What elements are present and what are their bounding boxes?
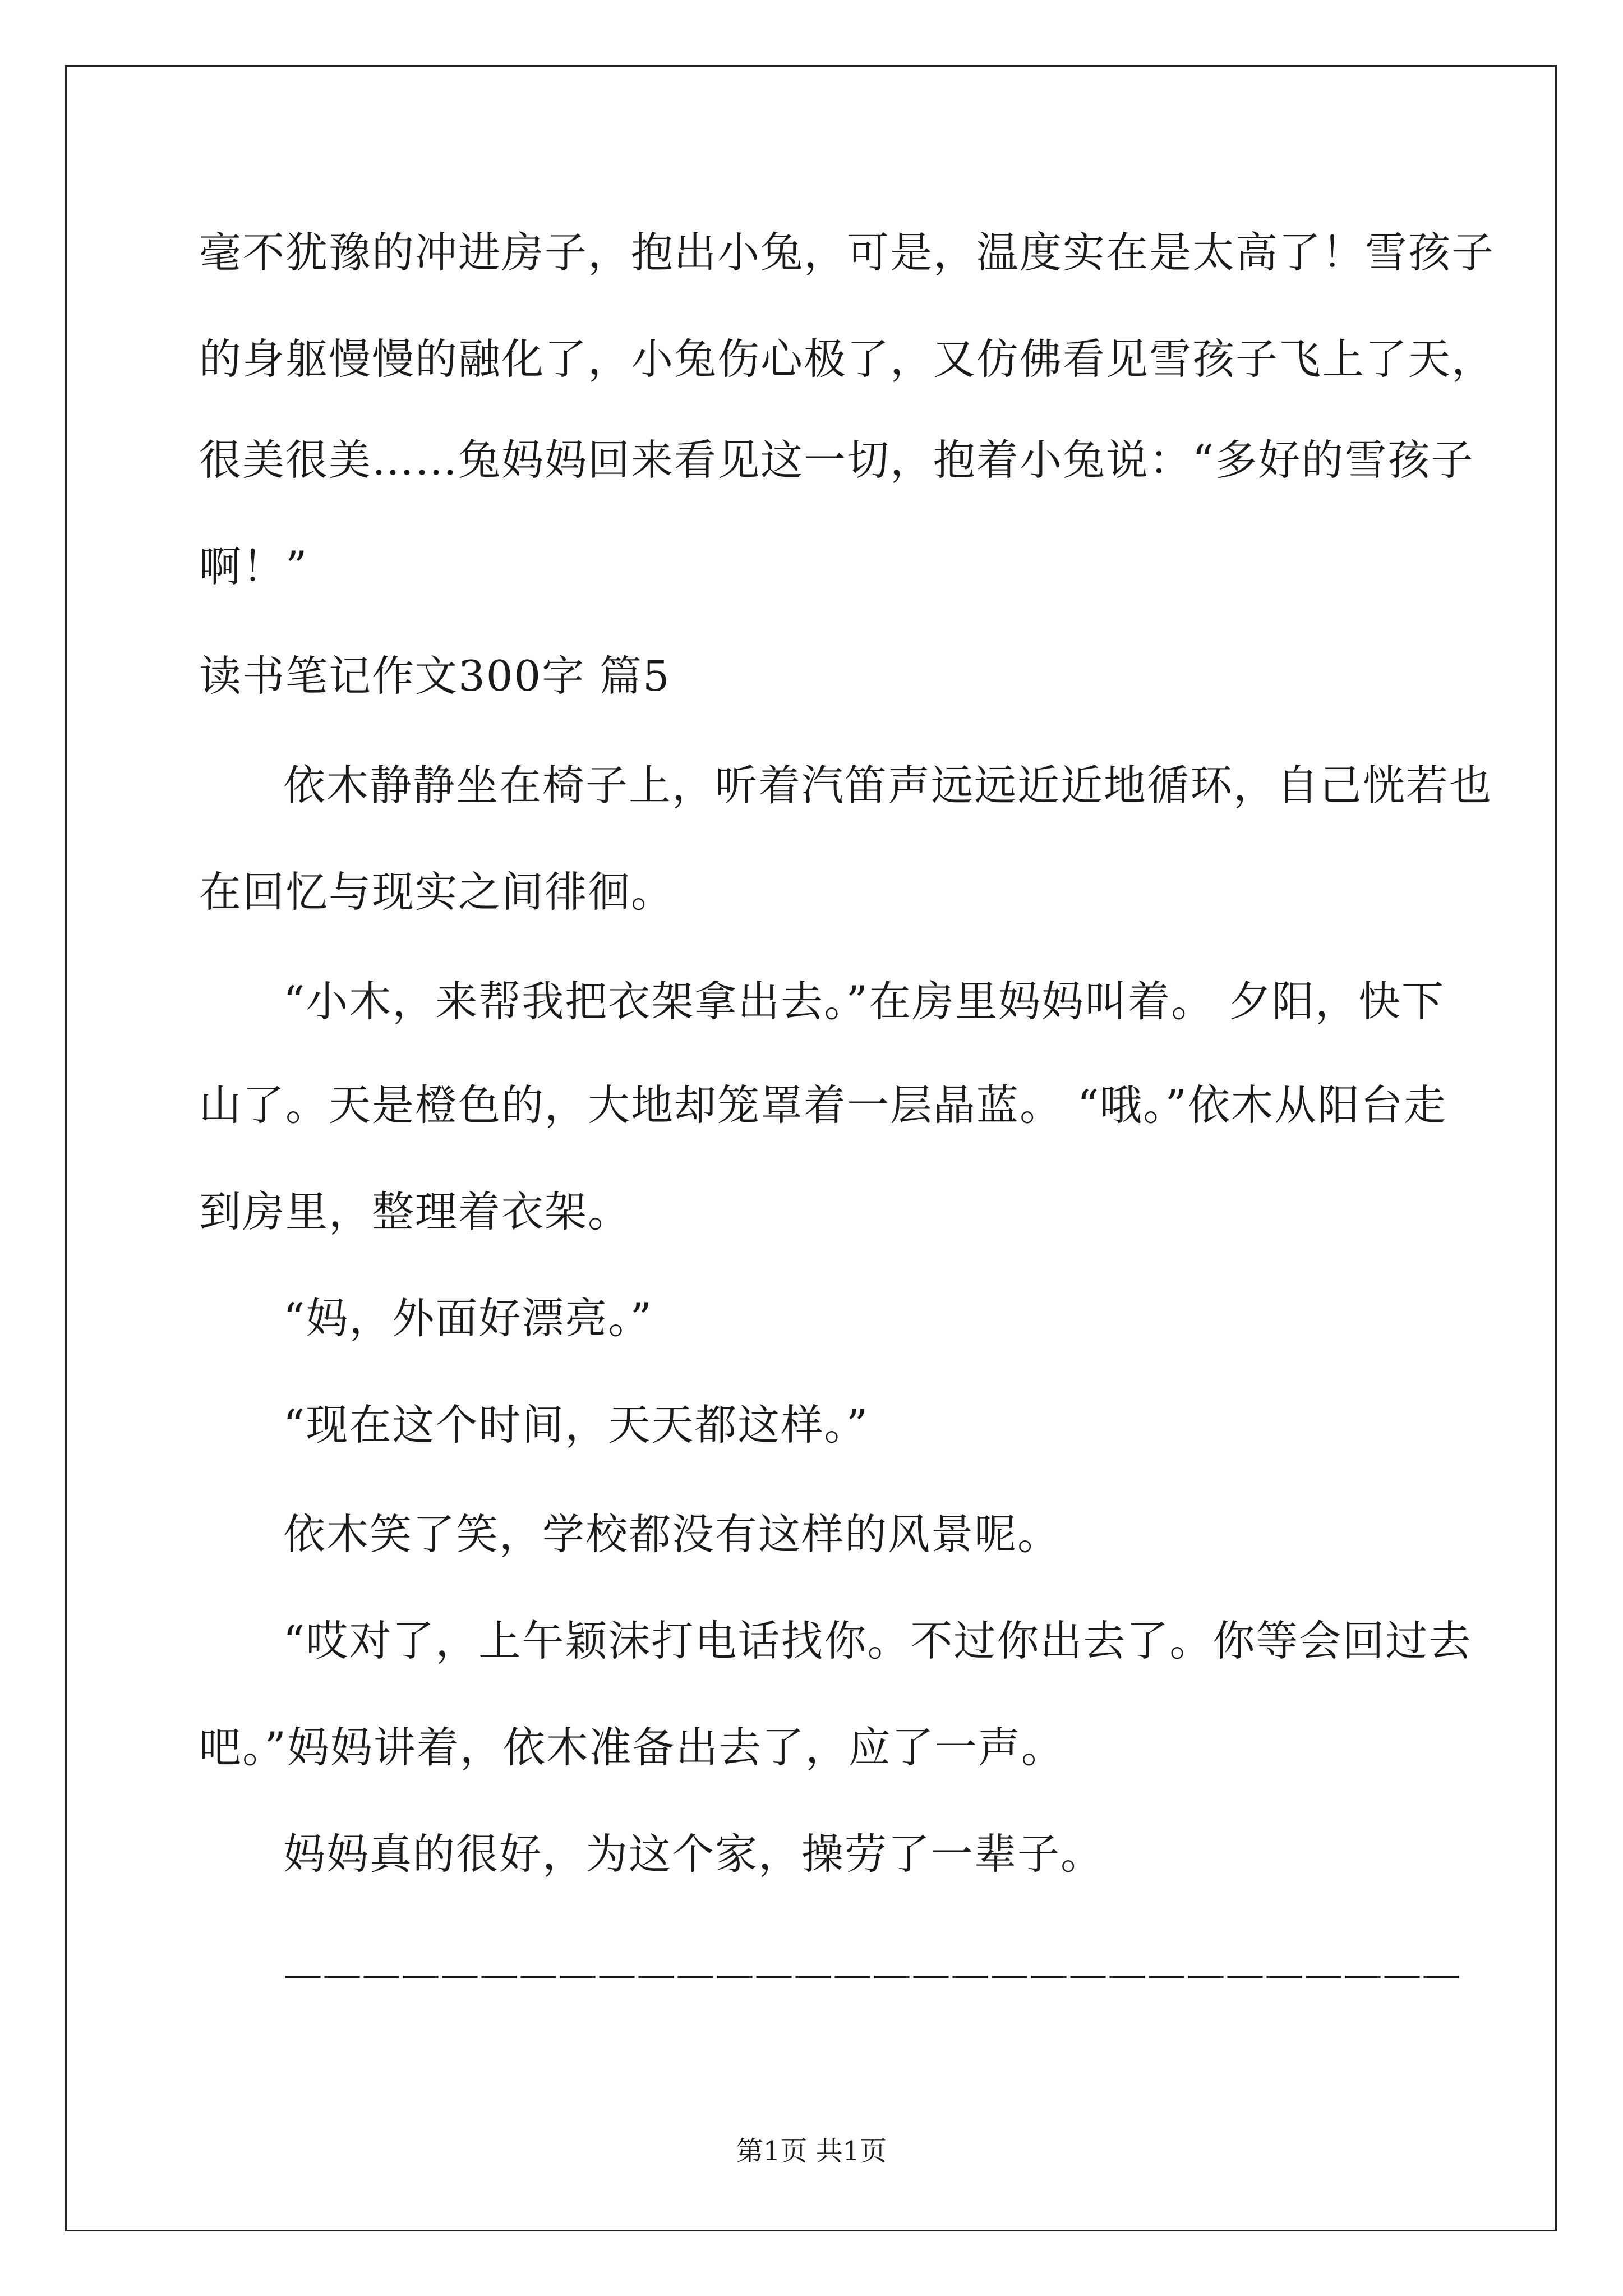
paragraph-start: “妈，外面好漂亮。” <box>283 1294 653 1343</box>
section-heading: 读书笔记作文300字 篇5 <box>199 651 671 701</box>
text-line: 在回忆与现实之间徘徊。 <box>199 867 675 917</box>
text-line: 毫不犹豫的冲进房子，抱出小兔，可是，温度实在是太高了！雪孩子 <box>199 228 1495 277</box>
page-footer: 第1页 共1页 <box>736 2136 887 2167</box>
paragraph-start: “现在这个时间，天天都这样。” <box>283 1400 869 1450</box>
paragraph-start: “小木，来帮我把衣架拿出去。”在房里妈妈叫着。 夕阳，快下 <box>283 977 1445 1026</box>
paragraph-start: 依木笑了笑，学校都没有这样的风景呢。 <box>283 1510 1061 1559</box>
page-border <box>65 65 1557 2231</box>
text-line: 山了。天是橙色的，大地却笼罩着一层晶蓝。 “哦。”依木从阳台走 <box>199 1080 1447 1130</box>
text-line: 到房里，整理着衣架。 <box>199 1187 631 1236</box>
paragraph-start: “哎对了，上午颖沫打电话找你。不过你出去了。你等会回过去 <box>283 1616 1472 1665</box>
paragraph-start: 妈妈真的很好，为这个家，操劳了一辈子。 <box>283 1829 1104 1879</box>
text-line: 啊！” <box>199 542 308 591</box>
separator-line: —————————————————————————————— <box>283 1952 1461 1998</box>
text-line: 的身躯慢慢的融化了，小兔伤心极了，又仿佛看见雪孩子飞上了天， <box>199 334 1495 384</box>
text-line: 很美很美……兔妈妈回来看见这一切，抱着小兔说：“多好的雪孩子 <box>199 435 1474 485</box>
text-line: 吧。”妈妈讲着，依木准备出去了，应了一声。 <box>199 1723 1064 1772</box>
paragraph-start: 依木静静坐在椅子上，听着汽笛声远远近近地循环，自己恍若也 <box>283 761 1493 810</box>
